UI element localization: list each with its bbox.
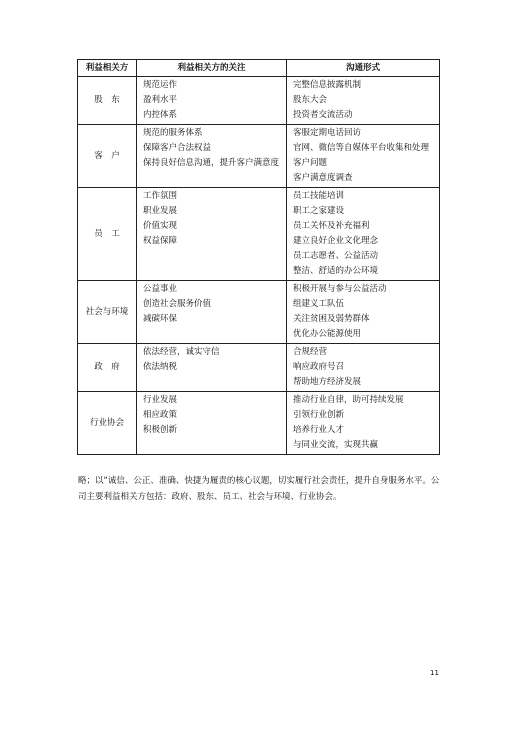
forms-line: 客户满意度调查 [293,173,353,183]
forms-cell [287,188,440,281]
concerns-cell [137,344,287,392]
forms-line: 优化办公能源使用 [293,329,362,339]
table-row [78,344,440,392]
stakeholder-table [77,59,440,455]
summary-note: 略；以“诚信、公正、准确、快捷为履责的核心议题，切实履行社会责任，提升自身服务水平。公司主要利益相关方包括：政府、股东、员工、社会与环境、行业协会。 [78,476,440,502]
table-row [78,125,440,188]
concerns-line: 相应政策 [143,410,178,420]
concerns-line: 价值实现 [143,221,178,231]
forms-line: 官网、微信等自媒体平台收集和处理 [293,143,430,153]
forms-line: 组建义工队伍 [293,299,345,309]
concerns-line: 内控体系 [143,110,178,120]
forms-cell [287,392,440,455]
forms-line: 客服定期电话回访 [293,128,362,138]
concerns-cell [137,77,287,125]
concerns-cell [137,392,287,455]
stakeholder-cell: 员 工 [78,188,137,281]
forms-cell [287,77,440,125]
concerns-cell [137,188,287,281]
forms-cell [287,344,440,392]
forms-line: 引领行业创新 [293,410,345,420]
forms-line: 积极开展与参与公益活动 [293,284,387,294]
forms-line: 员工志愿者、公益活动 [293,251,379,261]
page-number: 11 [430,669,439,677]
concerns-line: 权益保障 [143,236,178,246]
header-stakeholder: 利益相关方 [78,60,137,77]
concerns-line: 行业发展 [143,395,178,405]
forms-line: 客户问题 [293,158,328,168]
forms-line: 员工技能培训 [293,191,345,201]
concerns-line: 职业发展 [143,206,178,216]
concerns-line: 创造社会服务价值 [143,299,212,309]
stakeholder-cell: 社会与环境 [78,281,137,344]
stakeholder-cell: 股 东 [78,77,137,125]
forms-cell [287,281,440,344]
forms-line: 关注贫困及弱势群体 [293,314,370,324]
concerns-line: 保持良好信息沟通，提升客户满意度 [143,158,280,168]
forms-line: 建立良好企业文化理念 [293,236,379,246]
stakeholder-cell: 行业协会 [78,392,137,455]
forms-line: 推动行业自律，助可持续发展 [293,395,404,405]
forms-line: 股东大会 [293,95,328,105]
forms-line: 完整信息披露机制 [293,80,362,90]
forms-line: 合规经营 [293,347,328,357]
forms-line: 与同业交流，实现共赢 [293,440,379,450]
concerns-cell [137,281,287,344]
concerns-line: 规范的服务体系 [143,128,203,138]
header-concerns: 利益相关方的关注 [137,60,287,77]
concerns-line: 规范运作 [143,80,178,90]
stakeholder-cell: 客 户 [78,125,137,188]
concerns-line: 公益事业 [143,284,178,294]
forms-line: 帮助地方经济发展 [293,377,362,387]
table-row [78,188,440,281]
forms-line: 响应政府号召 [293,362,345,372]
concerns-line: 依法纳税 [143,362,178,372]
forms-line: 投资者交流活动 [293,110,353,120]
concerns-line: 保障客户合法权益 [143,143,212,153]
concerns-line: 积极创新 [143,425,178,435]
forms-line: 培养行业人才 [293,425,345,435]
concerns-line: 盈利水平 [143,95,178,105]
table-header-row [78,60,440,77]
table-row [78,392,440,455]
forms-cell [287,125,440,188]
concerns-line: 依法经营，诚实守信 [143,347,220,357]
table-row [78,281,440,344]
forms-line: 职工之家建设 [293,206,345,216]
concerns-cell [137,125,287,188]
forms-line: 整洁、舒适的办公环境 [293,266,379,276]
concerns-line: 减碳环保 [143,314,178,324]
header-forms: 沟通形式 [287,60,440,77]
table-row [78,77,440,125]
concerns-line: 工作氛围 [143,191,178,201]
stakeholder-cell: 政 府 [78,344,137,392]
forms-line: 员工关怀及补充福利 [293,221,370,231]
